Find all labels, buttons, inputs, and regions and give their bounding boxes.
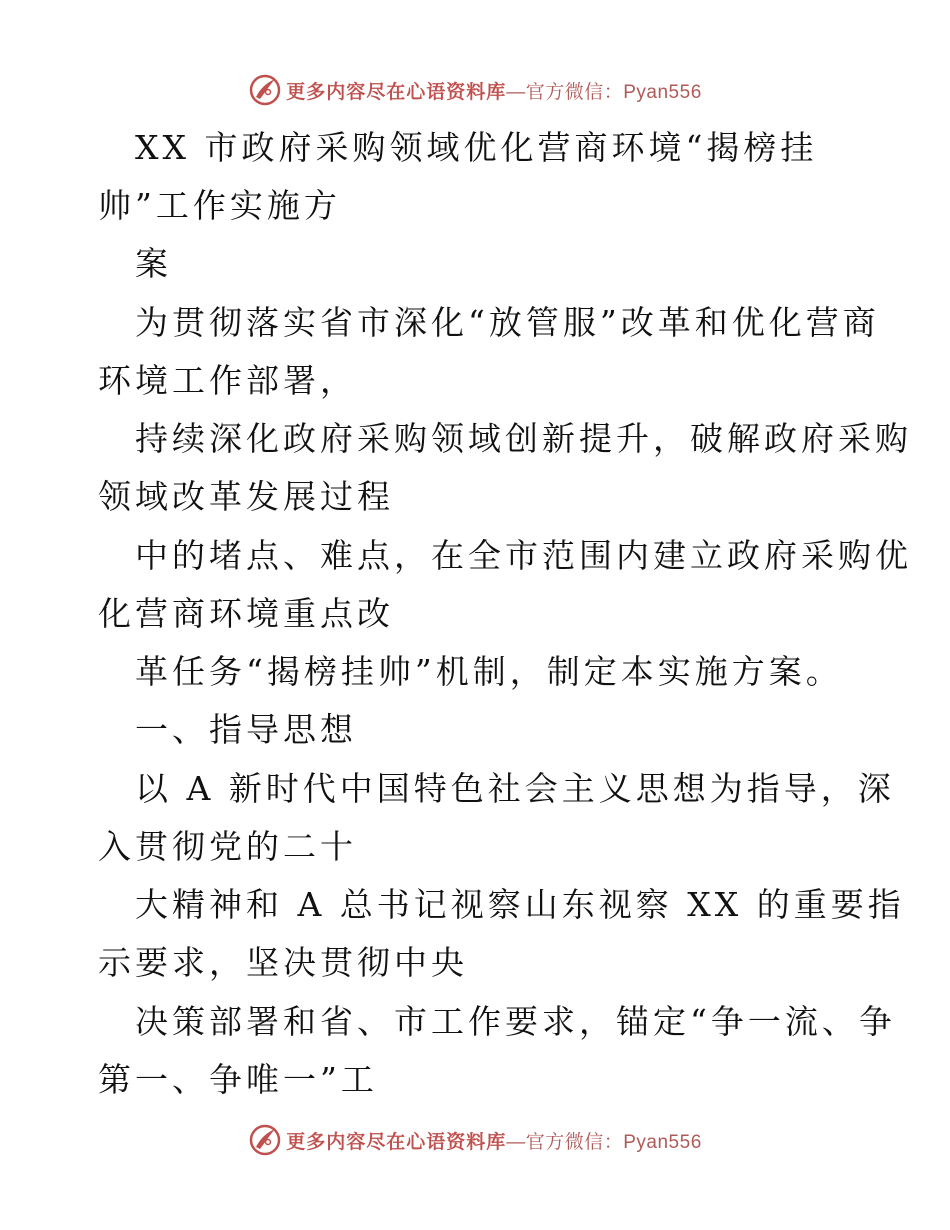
paragraph-line: 持续深化政府采购领域创新提升，破解政府采购 bbox=[135, 419, 912, 458]
title-line-3: 案 bbox=[135, 244, 172, 283]
section-heading: 一、指导思想 bbox=[135, 710, 357, 749]
paragraph-line: 中的堵点、难点，在全市范围内建立政府采购优 bbox=[135, 536, 912, 575]
title-line-2: 帅”工作实施方 bbox=[98, 186, 341, 225]
header-watermark-banner bbox=[0, 72, 950, 108]
paragraph-line: 示要求，坚决贯彻中央 bbox=[98, 943, 468, 982]
paragraph-line: 以 A 新时代中国特色社会主义思想为指导，深 bbox=[135, 769, 895, 808]
header-site-text: 更多内容尽在心语资料库 bbox=[286, 80, 507, 103]
footer-watermark-banner bbox=[0, 1122, 950, 1158]
paragraph-line: 化营商环境重点改 bbox=[98, 594, 394, 633]
paragraph-line: 为贯彻落实省市深化“放管服”改革和优化营商 bbox=[135, 303, 880, 342]
footer-site-text: 更多内容尽在心语资料库 bbox=[286, 1130, 507, 1153]
quill-logo-icon bbox=[248, 73, 282, 107]
paragraph-line: 大精神和 A 总书记视察山东视察 XX 的重要指 bbox=[135, 885, 905, 924]
footer-contact-text: —官方微信：Pyan556 bbox=[506, 1131, 702, 1153]
paragraph-line: 革任务“揭榜挂帅”机制，制定本实施方案。 bbox=[135, 652, 843, 691]
paragraph-line: 领域改革发展过程 bbox=[98, 477, 394, 516]
paragraph-line: 环境工作部署， bbox=[98, 361, 357, 400]
paragraph-line: 决策部署和省、市工作要求，锚定“争一流、争 bbox=[135, 1002, 896, 1041]
title-line-1: XX 市政府采购领域优化营商环境“揭榜挂 bbox=[135, 128, 818, 167]
paragraph-line: 第一、争唯一”工 bbox=[98, 1060, 378, 1099]
paragraph-line: 入贯彻党的二十 bbox=[98, 827, 357, 866]
quill-logo-icon bbox=[248, 1123, 282, 1157]
header-contact-text: —官方微信：Pyan556 bbox=[506, 81, 702, 103]
